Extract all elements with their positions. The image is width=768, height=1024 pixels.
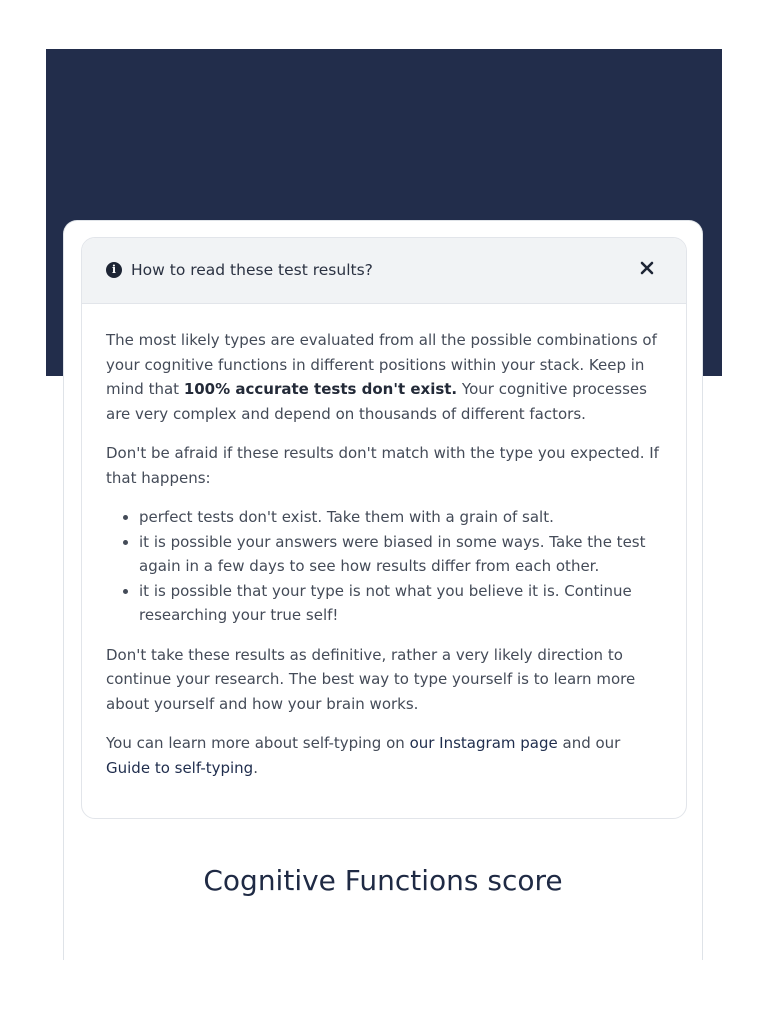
results-info-alert <box>81 237 687 819</box>
close-alert-button[interactable] <box>636 256 658 280</box>
section-title: Cognitive Functions score <box>203 864 563 897</box>
info-icon: i <box>106 262 122 278</box>
results-card <box>63 220 703 960</box>
self-typing-guide-link[interactable]: Guide to self-typing <box>106 758 254 777</box>
alert-header <box>82 238 686 304</box>
instagram-link[interactable]: our Instagram page <box>409 734 558 752</box>
alert-body <box>82 304 686 780</box>
alert-title: How to read these test results? <box>131 261 373 279</box>
alert-paragraph-2: Don't be afraid if these results don't match with the type you expected. If that happens: <box>106 444 659 487</box>
alert-paragraph-1: The most likely types are evaluated from all the possible combinations of your cognitive functions in different positions within your stack. Keep in mind that 100% accurate tests don't exist. Your cognitive processes are very complex and depend on thousands of different factors. <box>106 331 657 423</box>
list-item: • perfect tests don't exist. Take them with a grain of salt. <box>139 505 662 530</box>
accuracy-emphasis: 100% accurate tests don't exist. <box>183 380 458 398</box>
alert-paragraph-3: Don't take these results as definitive, rather a very likely direction to continue your research. The best way to type yourself is to learn more about yourself and how your brain works. <box>106 645 636 713</box>
tips-list <box>106 505 662 628</box>
alert-paragraph-4: You can learn more about self-typing on our Instagram page and our Guide to self-typing. <box>106 734 621 777</box>
close-icon <box>636 256 658 280</box>
list-item: • it is possible your answers were biased in some ways. Take the test again in a few days to see how results differ from each other. <box>139 530 662 579</box>
list-item: • it is possible that your type is not what you believe it is. Continue researching your true self! <box>139 579 662 628</box>
